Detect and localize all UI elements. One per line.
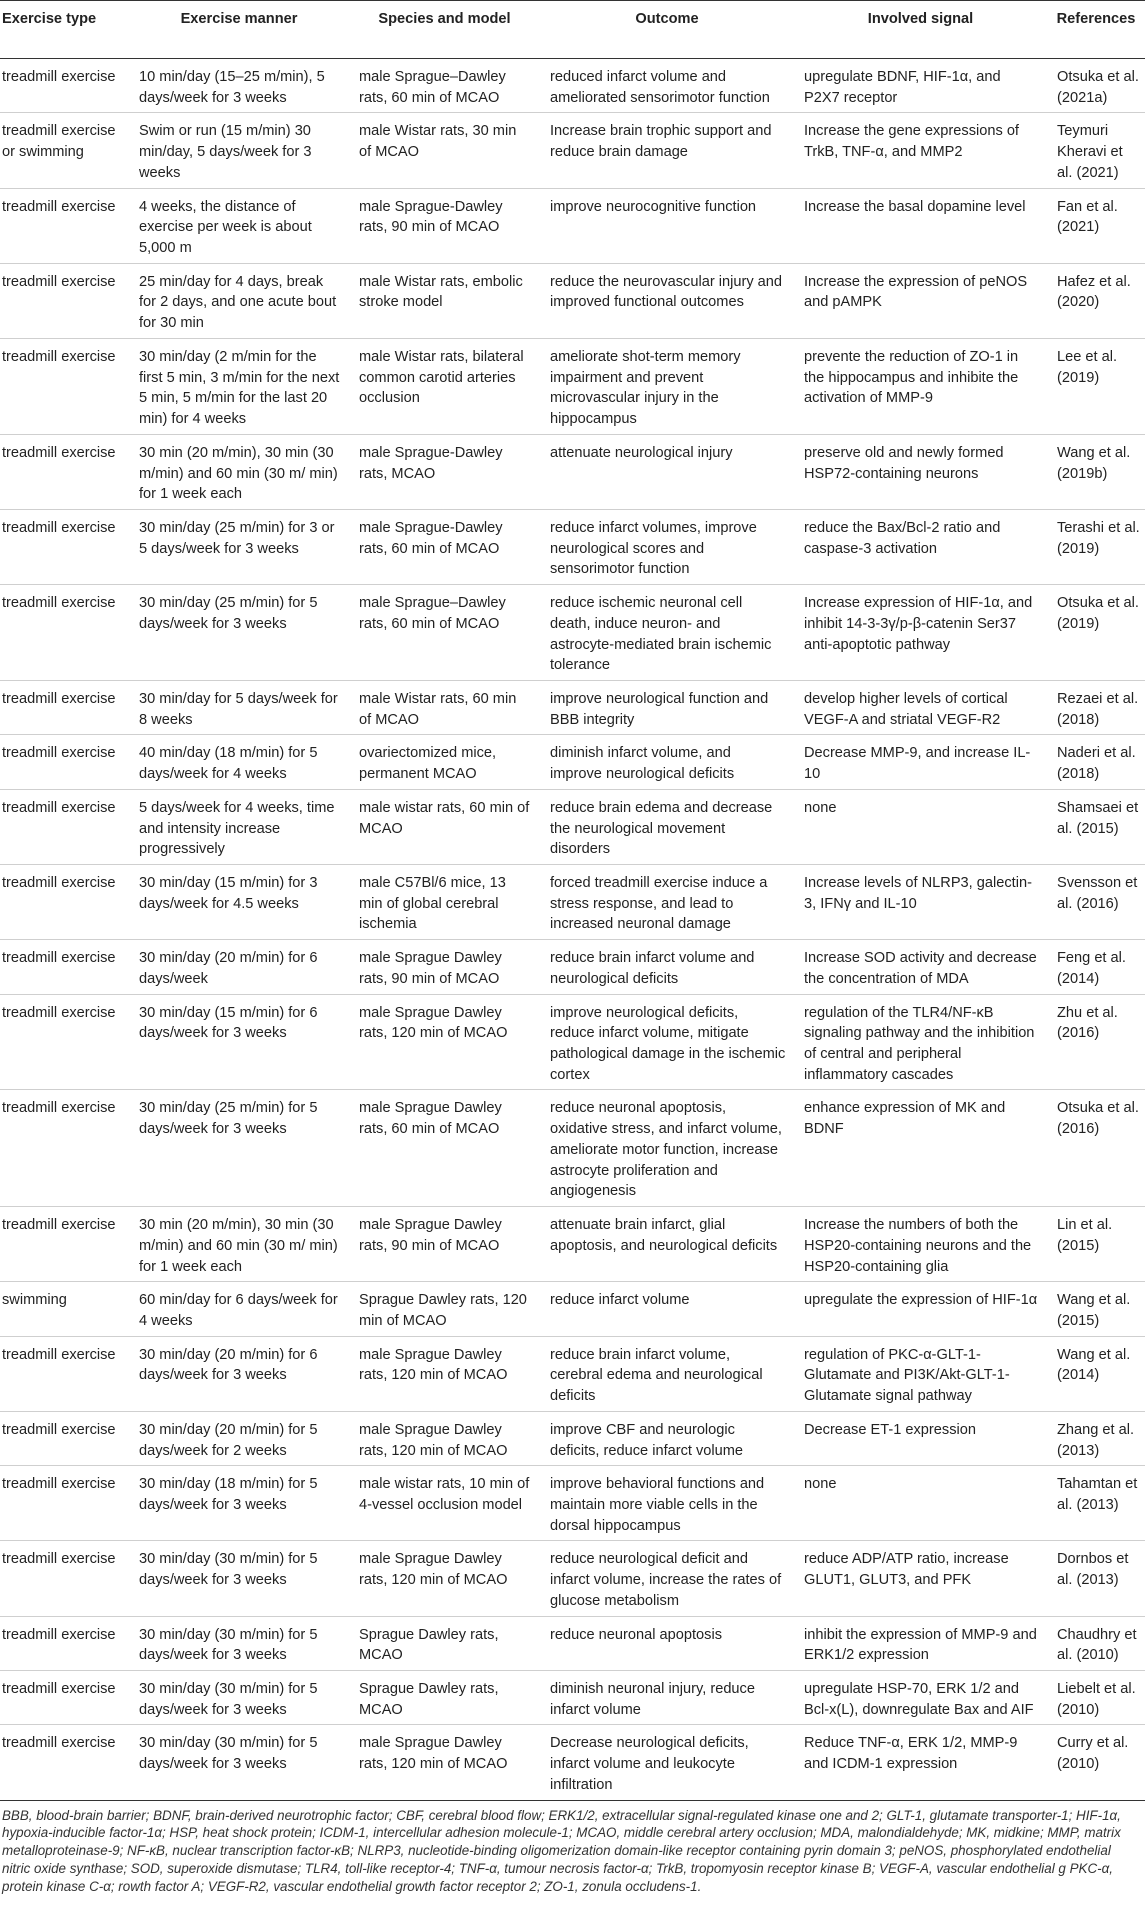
- cell-exercise-manner: 30 min/day (18 m/min) for 5 days/week for 3 weeks: [129, 1466, 349, 1541]
- cell-involved-signal: reduce the Bax/Bcl-2 ratio and caspase-3 activation: [794, 509, 1047, 584]
- cell-involved-signal: Increase the expression of peNOS and pAMPK: [794, 263, 1047, 338]
- cell-reference: Rezaei et al. (2018): [1047, 680, 1145, 734]
- table-row: [0, 338, 1145, 434]
- cell-exercise-type: treadmill exercise: [0, 940, 129, 994]
- cell-exercise-manner: 4 weeks, the distance of exercise per week is about 5,000 m: [129, 188, 349, 263]
- cell-exercise-manner: 30 min/day (25 m/min) for 5 days/week for 3 weeks: [129, 1090, 349, 1207]
- table-row: [0, 735, 1145, 789]
- cell-reference: Feng et al. (2014): [1047, 940, 1145, 994]
- cell-species-model: male Sprague Dawley rats, 120 min of MCAO: [349, 1336, 540, 1411]
- cell-exercise-type: swimming: [0, 1282, 129, 1336]
- cell-outcome: forced treadmill exercise induce a stress response, and lead to increased neuronal damage: [540, 865, 794, 940]
- cell-involved-signal: regulation of PKC-α-GLT-1-Glutamate and PI3K/Akt-GLT-1-Glutamate signal pathway: [794, 1336, 1047, 1411]
- cell-outcome: reduce brain infarct volume and neurological deficits: [540, 940, 794, 994]
- table-row: [0, 1725, 1145, 1800]
- table-row: [0, 865, 1145, 940]
- cell-reference: Otsuka et al. (2019): [1047, 585, 1145, 681]
- cell-exercise-type: treadmill exercise: [0, 1616, 129, 1670]
- cell-exercise-type: treadmill exercise: [0, 509, 129, 584]
- cell-involved-signal: enhance expression of MK and BDNF: [794, 1090, 1047, 1207]
- cell-reference: Zhang et al. (2013): [1047, 1411, 1145, 1465]
- cell-involved-signal: upregulate HSP-70, ERK 1/2 and Bcl-x(L), downregulate Bax and AIF: [794, 1671, 1047, 1725]
- cell-exercise-manner: 30 min/day (15 m/min) for 3 days/week for 4.5 weeks: [129, 865, 349, 940]
- cell-outcome: Increase brain trophic support and reduce brain damage: [540, 113, 794, 188]
- header-species-model: Species and model: [349, 1, 540, 59]
- cell-exercise-type: treadmill exercise: [0, 789, 129, 864]
- table-row: [0, 434, 1145, 509]
- cell-involved-signal: preserve old and newly formed HSP72-containing neurons: [794, 434, 1047, 509]
- cell-exercise-manner: 30 min/day (20 m/min) for 6 days/week for 3 weeks: [129, 1336, 349, 1411]
- cell-outcome: diminish neuronal injury, reduce infarct volume: [540, 1671, 794, 1725]
- table-row: [0, 1207, 1145, 1282]
- cell-exercise-manner: Swim or run (15 m/min) 30 min/day, 5 days/week for 3 weeks: [129, 113, 349, 188]
- cell-exercise-type: treadmill exercise: [0, 1336, 129, 1411]
- cell-reference: Lin et al. (2015): [1047, 1207, 1145, 1282]
- cell-exercise-manner: 25 min/day for 4 days, break for 2 days, and one acute bout for 30 min: [129, 263, 349, 338]
- cell-involved-signal: none: [794, 1466, 1047, 1541]
- table-row: [0, 585, 1145, 681]
- header-involved-signal: Involved signal: [794, 1, 1047, 59]
- cell-species-model: male C57Bl/6 mice, 13 min of global cerebral ischemia: [349, 865, 540, 940]
- cell-reference: Lee et al. (2019): [1047, 338, 1145, 434]
- table-footnote: BBB, blood-brain barrier; BDNF, brain-derived neurotrophic factor; CBF, cerebral blood flow; ERK1/2, extracellular signal-regulated kinase one and 2; GLT-1, glutamate transporter-1; HIF-1α, hypoxia-inducible factor-1α; HSP, heat shock protein; ICDM-1, intercellular adhesion molecule-1; MCAO, middle cerebral artery occlusion; MDA, malondialdehyde; MK, midkine; MMP, matrix metalloproteinase-9; NF-κB, nuclear transcription factor-κB; NLRP3, nucleotide-binding oligomerization domain-like receptor containing pyrin domain 3; peNOS, phosphorylated endothelial nitric oxide synthase; SOD, superoxide dismutase; TLR4, toll-like receptor-4; TNF-α, tumour necrosis factor-α; TrkB, tropomyosin receptor kinase B; VEGF-A, vascular endothelial g PKC-α, protein kinase C-α; rowth factor A; VEGF-R2, vascular endothelial growth factor receptor 2; ZO-1, zonula occludens-1.: [2, 1807, 1121, 1894]
- cell-involved-signal: Increase levels of NLRP3, galectin-3, IFNγ and IL-10: [794, 865, 1047, 940]
- cell-exercise-manner: 60 min/day for 6 days/week for 4 weeks: [129, 1282, 349, 1336]
- cell-exercise-type: treadmill exercise: [0, 1725, 129, 1800]
- cell-species-model: male Wistar rats, 60 min of MCAO: [349, 680, 540, 734]
- cell-species-model: male Sprague-Dawley rats, 90 min of MCAO: [349, 188, 540, 263]
- cell-species-model: male wistar rats, 60 min of MCAO: [349, 789, 540, 864]
- cell-exercise-type: treadmill exercise: [0, 1466, 129, 1541]
- table-row: [0, 263, 1145, 338]
- cell-reference: Naderi et al. (2018): [1047, 735, 1145, 789]
- cell-exercise-type: treadmill exercise: [0, 263, 129, 338]
- cell-outcome: improve CBF and neurologic deficits, reduce infarct volume: [540, 1411, 794, 1465]
- cell-exercise-manner: 30 min/day (30 m/min) for 5 days/week for 3 weeks: [129, 1671, 349, 1725]
- cell-involved-signal: Increase the gene expressions of TrkB, TNF-α, and MMP2: [794, 113, 1047, 188]
- cell-species-model: male Sprague Dawley rats, 60 min of MCAO: [349, 1090, 540, 1207]
- table-row: [0, 1090, 1145, 1207]
- cell-exercise-type: treadmill exercise: [0, 1411, 129, 1465]
- cell-reference: Terashi et al. (2019): [1047, 509, 1145, 584]
- cell-reference: Hafez et al. (2020): [1047, 263, 1145, 338]
- cell-species-model: male Sprague Dawley rats, 120 min of MCAO: [349, 994, 540, 1090]
- header-exercise-type: Exercise type: [0, 1, 129, 59]
- cell-exercise-type: treadmill exercise: [0, 1671, 129, 1725]
- table-row: [0, 789, 1145, 864]
- header-references: References: [1047, 1, 1145, 59]
- cell-exercise-type: treadmill exercise: [0, 338, 129, 434]
- cell-involved-signal: prevente the reduction of ZO-1 in the hippocampus and inhibite the activation of MMP-9: [794, 338, 1047, 434]
- cell-outcome: reduce infarct volume: [540, 1282, 794, 1336]
- cell-species-model: Sprague Dawley rats, MCAO: [349, 1616, 540, 1670]
- cell-involved-signal: Decrease MMP-9, and increase IL-10: [794, 735, 1047, 789]
- table-row: [0, 1282, 1145, 1336]
- cell-reference: Teymuri Kheravi et al. (2021): [1047, 113, 1145, 188]
- cell-species-model: Sprague Dawley rats, MCAO: [349, 1671, 540, 1725]
- cell-involved-signal: Increase the numbers of both the HSP20-containing neurons and the HSP20-containing glia: [794, 1207, 1047, 1282]
- cell-involved-signal: Reduce TNF-α, ERK 1/2, MMP-9 and ICDM-1 expression: [794, 1725, 1047, 1800]
- cell-exercise-type: treadmill exercise: [0, 994, 129, 1090]
- table-row: [0, 1671, 1145, 1725]
- cell-outcome: reduce neuronal apoptosis, oxidative stress, and infarct volume, ameliorate motor function, increase astrocyte proliferation and angiogenesis: [540, 1090, 794, 1207]
- cell-outcome: ameliorate shot-term memory impairment and prevent microvascular injury in the hippocampus: [540, 338, 794, 434]
- cell-exercise-manner: 40 min/day (18 m/min) for 5 days/week for 4 weeks: [129, 735, 349, 789]
- cell-exercise-type: treadmill exercise: [0, 680, 129, 734]
- table-row: [0, 1616, 1145, 1670]
- cell-exercise-type: treadmill exercise: [0, 434, 129, 509]
- cell-species-model: male Sprague Dawley rats, 90 min of MCAO: [349, 940, 540, 994]
- cell-outcome: improve neurological function and BBB integrity: [540, 680, 794, 734]
- cell-reference: Otsuka et al. (2021a): [1047, 59, 1145, 113]
- cell-reference: Wang et al. (2015): [1047, 1282, 1145, 1336]
- table-row: [0, 1411, 1145, 1465]
- cell-outcome: reduce the neurovascular injury and improved functional outcomes: [540, 263, 794, 338]
- cell-exercise-manner: 10 min/day (15–25 m/min), 5 days/week for 3 weeks: [129, 59, 349, 113]
- cell-species-model: male Sprague-Dawley rats, MCAO: [349, 434, 540, 509]
- cell-exercise-type: treadmill exercise: [0, 865, 129, 940]
- cell-reference: Svensson et al. (2016): [1047, 865, 1145, 940]
- cell-exercise-manner: 30 min/day (30 m/min) for 5 days/week for 3 weeks: [129, 1616, 349, 1670]
- cell-involved-signal: regulation of the TLR4/NF-κB signaling pathway and the inhibition of central and peripheral inflammatory cascades: [794, 994, 1047, 1090]
- cell-species-model: male Sprague Dawley rats, 90 min of MCAO: [349, 1207, 540, 1282]
- cell-exercise-type: treadmill exercise: [0, 1090, 129, 1207]
- table-row: [0, 113, 1145, 188]
- cell-outcome: improve neurological deficits, reduce infarct volume, mitigate pathological damage in the ischemic cortex: [540, 994, 794, 1090]
- cell-exercise-manner: 30 min/day (30 m/min) for 5 days/week for 3 weeks: [129, 1541, 349, 1616]
- cell-involved-signal: develop higher levels of cortical VEGF-A and striatal VEGF-R2: [794, 680, 1047, 734]
- cell-species-model: ovariectomized mice, permanent MCAO: [349, 735, 540, 789]
- table-row: [0, 940, 1145, 994]
- table-row: [0, 1466, 1145, 1541]
- cell-species-model: male Sprague–Dawley rats, 60 min of MCAO: [349, 585, 540, 681]
- cell-outcome: reduced infarct volume and ameliorated sensorimotor function: [540, 59, 794, 113]
- header-exercise-manner: Exercise manner: [129, 1, 349, 59]
- cell-species-model: male Sprague Dawley rats, 120 min of MCAO: [349, 1725, 540, 1800]
- table-row: [0, 1336, 1145, 1411]
- cell-reference: Fan et al. (2021): [1047, 188, 1145, 263]
- cell-exercise-manner: 30 min/day (15 m/min) for 6 days/week for 3 weeks: [129, 994, 349, 1090]
- table-row: [0, 994, 1145, 1090]
- cell-reference: Chaudhry et al. (2010): [1047, 1616, 1145, 1670]
- cell-involved-signal: reduce ADP/ATP ratio, increase GLUT1, GLUT3, and PFK: [794, 1541, 1047, 1616]
- cell-species-model: male Wistar rats, 30 min of MCAO: [349, 113, 540, 188]
- cell-species-model: Sprague Dawley rats, 120 min of MCAO: [349, 1282, 540, 1336]
- cell-outcome: Decrease neurological deficits, infarct volume and leukocyte infiltration: [540, 1725, 794, 1800]
- cell-species-model: male Wistar rats, bilateral common carotid arteries occlusion: [349, 338, 540, 434]
- cell-exercise-manner: 30 min (20 m/min), 30 min (30 m/min) and 60 min (30 m/ min) for 1 week each: [129, 434, 349, 509]
- cell-exercise-manner: 30 min/day (30 m/min) for 5 days/week for 3 weeks: [129, 1725, 349, 1800]
- cell-involved-signal: upregulate the expression of HIF-1α: [794, 1282, 1047, 1336]
- table-row: [0, 1541, 1145, 1616]
- cell-exercise-type: treadmill exercise or swimming: [0, 113, 129, 188]
- table-row: [0, 188, 1145, 263]
- cell-exercise-type: treadmill exercise: [0, 59, 129, 113]
- table-body: [0, 59, 1145, 1801]
- cell-involved-signal: Increase expression of HIF-1α, and inhibit 14-3-3γ/p-β-catenin Ser37 anti-apoptotic pathway: [794, 585, 1047, 681]
- cell-outcome: reduce neurological deficit and infarct volume, increase the rates of glucose metabolism: [540, 1541, 794, 1616]
- cell-reference: Curry et al. (2010): [1047, 1725, 1145, 1800]
- cell-involved-signal: inhibit the expression of MMP-9 and ERK1/2 expression: [794, 1616, 1047, 1670]
- cell-outcome: improve neurocognitive function: [540, 188, 794, 263]
- cell-reference: Tahamtan et al. (2013): [1047, 1466, 1145, 1541]
- cell-exercise-type: treadmill exercise: [0, 1207, 129, 1282]
- cell-exercise-manner: 30 min/day for 5 days/week for 8 weeks: [129, 680, 349, 734]
- cell-involved-signal: Decrease ET-1 expression: [794, 1411, 1047, 1465]
- header-outcome: Outcome: [540, 1, 794, 59]
- header-row: [0, 1, 1145, 59]
- table-header: [0, 1, 1145, 59]
- cell-reference: Wang et al. (2019b): [1047, 434, 1145, 509]
- cell-outcome: reduce neuronal apoptosis: [540, 1616, 794, 1670]
- cell-outcome: reduce ischemic neuronal cell death, induce neuron- and astrocyte-mediated brain ischemic tolerance: [540, 585, 794, 681]
- cell-species-model: male Sprague–Dawley rats, 60 min of MCAO: [349, 59, 540, 113]
- cell-exercise-manner: 30 min/day (20 m/min) for 6 days/week: [129, 940, 349, 994]
- cell-reference: Liebelt et al. (2010): [1047, 1671, 1145, 1725]
- cell-involved-signal: Increase the basal dopamine level: [794, 188, 1047, 263]
- cell-outcome: attenuate brain infarct, glial apoptosis, and neurological deficits: [540, 1207, 794, 1282]
- cell-outcome: diminish infarct volume, and improve neurological deficits: [540, 735, 794, 789]
- cell-reference: Otsuka et al. (2016): [1047, 1090, 1145, 1207]
- cell-involved-signal: none: [794, 789, 1047, 864]
- cell-reference: Dornbos et al. (2013): [1047, 1541, 1145, 1616]
- cell-outcome: reduce brain edema and decrease the neurological movement disorders: [540, 789, 794, 864]
- cell-reference: Zhu et al. (2016): [1047, 994, 1145, 1090]
- cell-outcome: reduce infarct volumes, improve neurological scores and sensorimotor function: [540, 509, 794, 584]
- cell-exercise-manner: 30 min/day (2 m/min for the first 5 min, 3 m/min for the next 5 min, 5 m/min for the last 20 min) for 4 weeks: [129, 338, 349, 434]
- cell-outcome: attenuate neurological injury: [540, 434, 794, 509]
- cell-exercise-manner: 30 min/day (20 m/min) for 5 days/week for 2 weeks: [129, 1411, 349, 1465]
- table-row: [0, 59, 1145, 113]
- cell-exercise-manner: 30 min (20 m/min), 30 min (30 m/min) and 60 min (30 m/ min) for 1 week each: [129, 1207, 349, 1282]
- cell-exercise-type: treadmill exercise: [0, 735, 129, 789]
- cell-species-model: male Sprague Dawley rats, 120 min of MCAO: [349, 1541, 540, 1616]
- cell-exercise-type: treadmill exercise: [0, 585, 129, 681]
- cell-species-model: male wistar rats, 10 min of 4-vessel occlusion model: [349, 1466, 540, 1541]
- cell-reference: Wang et al. (2014): [1047, 1336, 1145, 1411]
- cell-exercise-manner: 5 days/week for 4 weeks, time and intensity increase progressively: [129, 789, 349, 864]
- cell-species-model: male Sprague-Dawley rats, 60 min of MCAO: [349, 509, 540, 584]
- cell-involved-signal: upregulate BDNF, HIF-1α, and P2X7 receptor: [794, 59, 1047, 113]
- table-row: [0, 509, 1145, 584]
- cell-involved-signal: Increase SOD activity and decrease the concentration of MDA: [794, 940, 1047, 994]
- cell-outcome: reduce brain infarct volume, cerebral edema and neurological deficits: [540, 1336, 794, 1411]
- cell-exercise-manner: 30 min/day (25 m/min) for 5 days/week for 3 weeks: [129, 585, 349, 681]
- cell-outcome: improve behavioral functions and maintain more viable cells in the dorsal hippocampus: [540, 1466, 794, 1541]
- cell-species-model: male Wistar rats, embolic stroke model: [349, 263, 540, 338]
- cell-exercise-manner: 30 min/day (25 m/min) for 3 or 5 days/week for 3 weeks: [129, 509, 349, 584]
- table-row: [0, 680, 1145, 734]
- cell-exercise-type: treadmill exercise: [0, 1541, 129, 1616]
- cell-reference: Shamsaei et al. (2015): [1047, 789, 1145, 864]
- cell-exercise-type: treadmill exercise: [0, 188, 129, 263]
- cell-species-model: male Sprague Dawley rats, 120 min of MCAO: [349, 1411, 540, 1465]
